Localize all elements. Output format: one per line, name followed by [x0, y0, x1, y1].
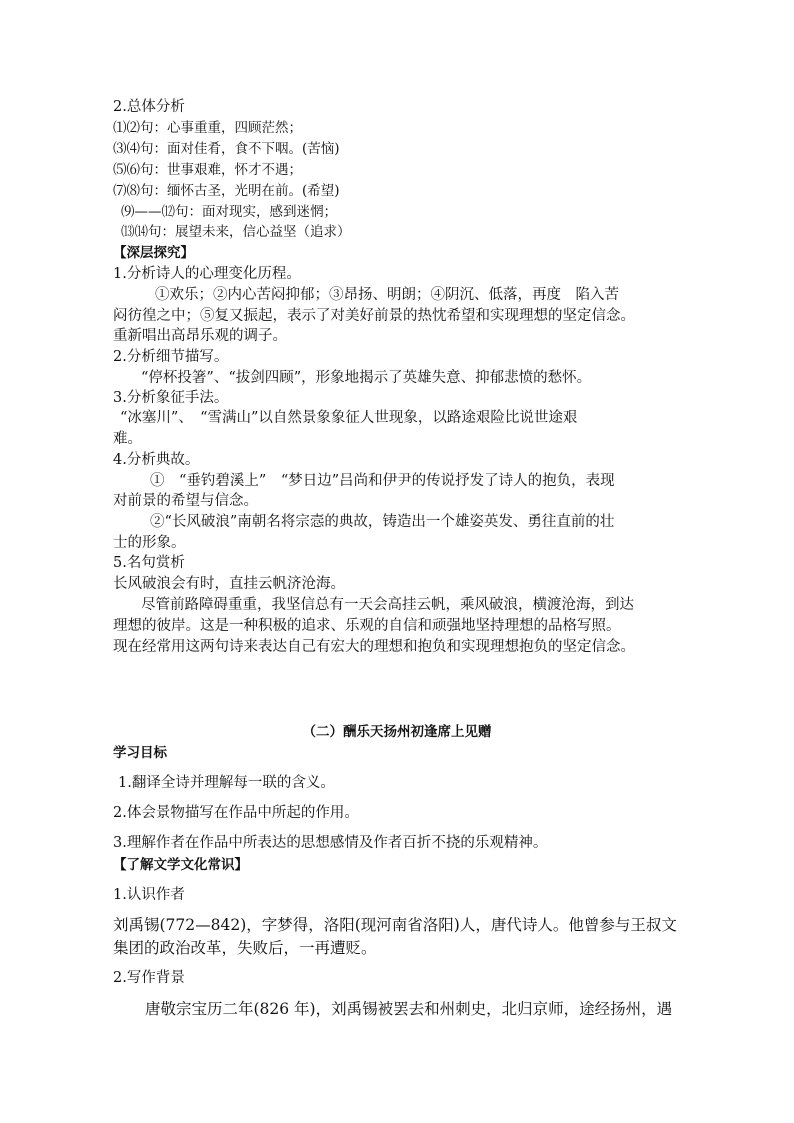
author-body: 刘禹锡(772—842)，字梦得，洛阳(现河南省洛阳)人，唐代诗人。他曾参与王叔文	[113, 916, 677, 934]
poem-title: （二）酬乐天扬州初逢席上见赠	[302, 724, 492, 740]
question-5-title: 5.名句赏析	[113, 555, 185, 571]
question-5-body: 现在经常用这两句诗来表达自己有宏大的理想和抱负和实现理想抱负的坚定信念。	[113, 639, 635, 655]
overall-item: ⑸⑹句：世事艰难，怀才不遇；	[113, 162, 302, 178]
background-heading: 2.写作背景	[113, 970, 185, 986]
overall-item: ⒀⒁句：展望未来，信心益坚（追求）	[121, 224, 351, 240]
question-2-body: “停杯投箸”、“拔剑四顾”，形象地揭示了英雄失意、抑郁悲愤的愁怀。	[141, 370, 592, 386]
question-3-body: 难。	[113, 431, 142, 447]
overall-item: ⑴⑵句：心事重重，四顾茫然；	[113, 120, 302, 136]
question-4-body: 士的形象。	[113, 535, 186, 551]
question-2-title: 2.分析细节描写。	[113, 349, 229, 365]
question-1-body: 闷彷徨之中；⑤复又振起，表示了对美好前景的热忱希望和实现理想的坚定信念。	[113, 308, 635, 324]
culture-heading: 【了解文学文化常识】	[113, 857, 248, 873]
question-5-body: 理想的彼岸。这是一种积极的追求、乐观的自信和顽强地坚持理想的品格写照。	[113, 618, 621, 634]
author-heading: 1.认识作者	[113, 887, 185, 903]
learning-goal: 3.理解作者在作品中所表达的思想感情及作者百折不挠的乐观精神。	[113, 835, 548, 851]
question-3-title: 3.分析象征手法。	[113, 390, 229, 406]
overall-analysis-heading: 2.总体分析	[113, 99, 185, 115]
question-4-body: 对前景的希望与信念。	[113, 493, 258, 509]
overall-item: ⑺⑻句：缅怀古圣，光明在前。(希望)	[113, 183, 340, 199]
question-1-body: 重新唱出高昂乐观的调子。	[113, 328, 287, 344]
question-5-body: 尽管前路障碍重重，我坚信总有一天会高挂云帆，乘风破浪，横渡沧海，到达	[141, 597, 634, 613]
deep-exploration-heading: 【深层探究】	[113, 245, 194, 261]
background-body: 唐敬宗宝历二年(826 年)，刘禹锡被罢去和州刺史，北归京师，途经扬州，遇	[145, 1000, 673, 1018]
famous-quote: 长风破浪会有时，直挂云帆济沧海。	[113, 576, 345, 592]
learning-goals-heading: 学习目标	[113, 745, 167, 761]
learning-goal: 1.翻译全诗并理解每一联的含义。	[118, 775, 335, 791]
question-4-body: ① “垂钓碧溪上” “梦日边”吕尚和伊尹的传说抒发了诗人的抱负，表现	[150, 473, 615, 489]
question-1-title: 1.分析诗人的心理变化历程。	[113, 266, 301, 282]
overall-item: ⑼——⑿句：面对现实，感到迷惘；	[121, 204, 337, 220]
author-body: 集团的政治改革，失败后，一再遭贬。	[113, 939, 377, 957]
question-3-body: “冰塞川”、 “雪满山”以自然景象象征人世现象，以路途艰险比说世途艰	[120, 410, 578, 426]
question-4-body: ②“长风破浪”南朝名将宗悫的典故，铸造出一个雄姿英发、勇往直前的壮	[150, 514, 615, 530]
question-4-title: 4.分析典故。	[113, 452, 200, 468]
learning-goal: 2.体会景物描写在作品中所起的作用。	[113, 805, 359, 821]
question-1-body: ①欢乐；②内心苦闷抑郁；③昂扬、明朗；④阴沉、低落，再度 陷入苦	[155, 287, 619, 303]
overall-item: ⑶⑷句：面对佳肴，食不下咽。(苦恼)	[113, 141, 340, 157]
